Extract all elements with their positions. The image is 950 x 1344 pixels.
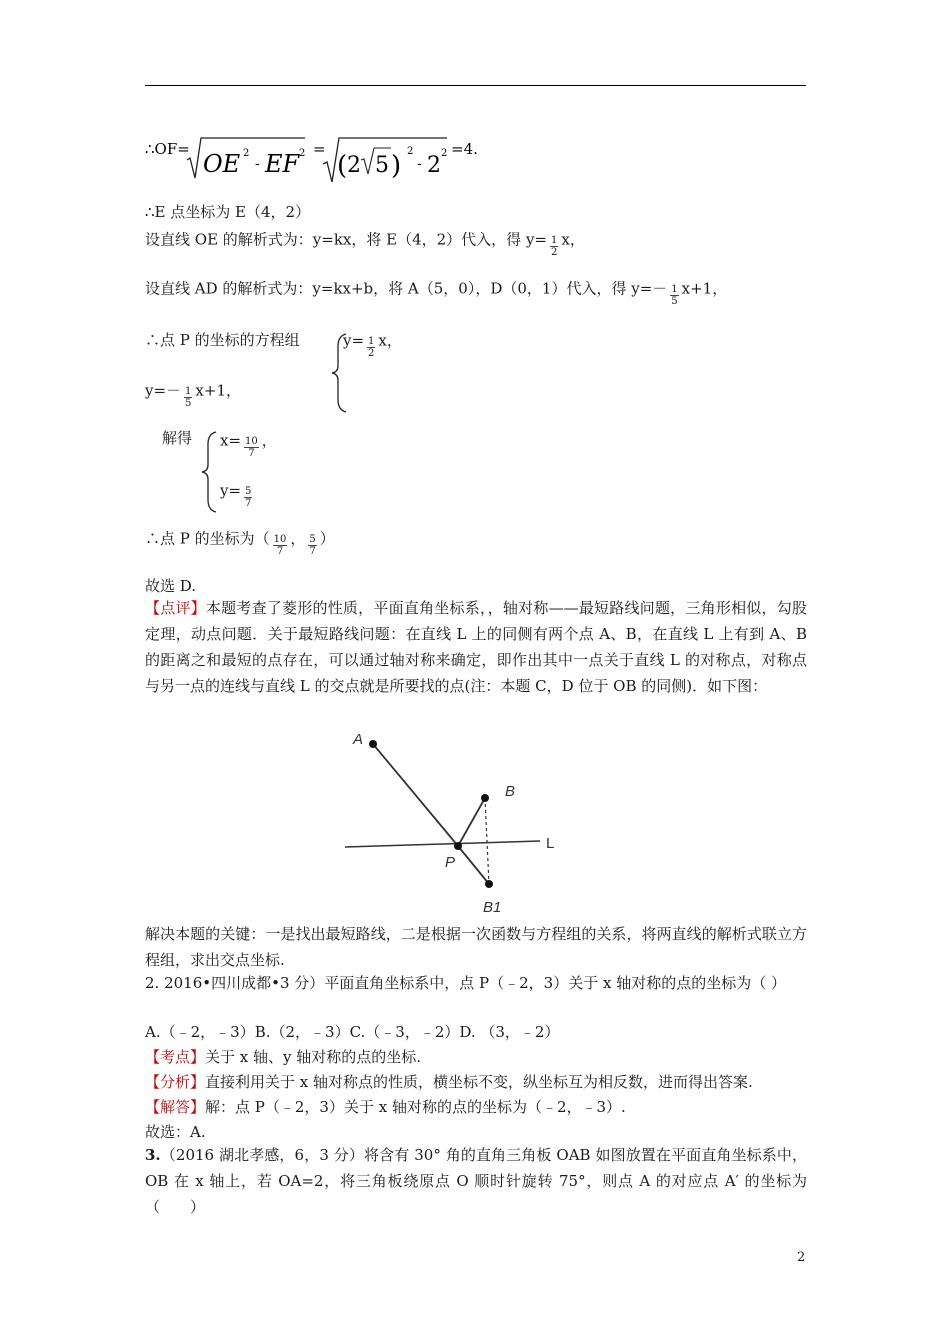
x-pre: x= (220, 431, 242, 450)
header-rule (145, 85, 806, 86)
label-b1: B1 (483, 899, 502, 916)
five-radicand: 5 (375, 153, 389, 178)
of-prefix: ∴OF= (145, 140, 190, 158)
frac-num: 1 (368, 336, 375, 347)
frac-den: 2 (551, 247, 558, 258)
frac-den: 7 (248, 448, 255, 459)
x-tail: ， (261, 431, 277, 450)
kaodian-tag: 【考点】 (145, 1048, 206, 1066)
frac-den: 7 (309, 546, 316, 557)
fenxi-tag: 【分析】 (145, 1073, 206, 1091)
q2-kaodian (145, 1047, 421, 1067)
key-paragraph: 解决本题的关键：一是找出最短路线，二是根据一次函数与方程组的关系，将两直线的解析式联立方程组，求出交点坐标. (145, 925, 807, 969)
ad-equation-tail: x+1， (681, 279, 728, 298)
q3-paragraph (145, 1142, 807, 1220)
label-l: L (546, 835, 555, 852)
eq-mid: = (313, 140, 326, 158)
paren-open: ( (337, 151, 348, 181)
eq1-tail: x， (378, 331, 402, 350)
q2-fenxi (145, 1072, 753, 1092)
review-tag: 【点评】 (145, 599, 206, 617)
q3-number: 3. (145, 1146, 161, 1164)
of-equation (145, 134, 605, 184)
label-a: A (353, 731, 364, 748)
solve-y (220, 480, 255, 509)
frac-num: 1 (185, 386, 192, 397)
minus-2: - (417, 156, 422, 172)
q2-jieda (145, 1097, 626, 1117)
oe-equation-line (145, 229, 585, 258)
eq2-pre: y=－ (145, 381, 182, 400)
review-text: 本题考查了菱形的性质，平面直角坐标系，，轴对称——最短路线问题，三角形相似，勾股定理，动点问题．关于最短路线问题：在直线 L 上的同侧有两个点 A、B，在直线 L 上有到 A、B 的距离之和最短的点存在，可以通过轴对称来确定，即作出其中一点关于直线 L 的对称点，对称点与另一点的连线与直线 L 的交点就是所要找的点(注：本题 C，D 位于 OB 的同侧)．如下图： (145, 599, 807, 695)
system-eq2 (145, 380, 241, 409)
oe-equation-text: 设直线 OE 的解析式为：y=kx，将 E（4，2）代入，得 y= (145, 230, 547, 249)
jieda-text: 解：点 P（﹣2，3）关于 x 轴对称的点的坐标为（﹣2，﹣3）. (205, 1098, 626, 1116)
jieda-tag: 【解答】 (145, 1098, 206, 1116)
frac-num: 1 (671, 284, 678, 295)
sup-2d: 2 (441, 148, 448, 159)
two-coef: 2 (347, 153, 361, 178)
frac-den: 5 (671, 296, 678, 307)
y-pre: y= (220, 481, 242, 500)
frac-num: 5 (245, 486, 252, 497)
system-label: ∴点 P 的坐标的方程组 (145, 331, 300, 349)
eq1-pre: y= (343, 331, 365, 350)
ad-equation-line (145, 278, 728, 307)
p-frac-2 (308, 534, 316, 557)
ad-equation-text: 设直线 AD 的解析式为：y=kx+b，将 A（5，0），D（0，1）代入，得 y=－ (145, 279, 668, 298)
of-equation-svg (145, 134, 605, 184)
p-sep: ， (290, 529, 306, 548)
eq2-tail: x+1， (195, 381, 241, 400)
sup-2c: 2 (407, 146, 414, 157)
solve-x (220, 430, 277, 459)
point-p (454, 842, 462, 850)
frac-num: 10 (245, 436, 258, 447)
fenxi-text: 直接利用关于 x 轴对称点的性质，横坐标不变，纵坐标互为相反数，进而得出答案. (205, 1073, 753, 1091)
oe-equation-tail: x， (561, 230, 585, 249)
point-b1 (485, 880, 493, 888)
y-fraction (244, 486, 252, 509)
frac-num: 1 (551, 235, 558, 246)
choose-d: 故选 D. (145, 577, 197, 595)
eq1-fraction (367, 336, 375, 359)
sup-2a: 2 (243, 148, 250, 159)
e-coordinate-line: ∴E 点坐标为 E（4，2） (145, 203, 311, 221)
frac-den: 7 (245, 498, 252, 509)
point-a (369, 740, 377, 748)
label-b: B (505, 783, 516, 800)
system-eq1 (343, 330, 402, 359)
frac-den: 7 (276, 546, 284, 557)
paren-close: ) (391, 151, 402, 181)
ef-label: EF (265, 150, 300, 178)
frac-num: 10 (273, 534, 287, 545)
segment-bb1-dashed (485, 798, 489, 884)
label-p: P (445, 854, 456, 871)
p-coordinate-line (145, 528, 335, 557)
x-fraction (244, 436, 259, 459)
sup-2b: 2 (299, 148, 306, 159)
eq2-fraction (184, 386, 192, 409)
p-frac-1 (273, 534, 288, 557)
fraction-one-fifth (670, 284, 678, 307)
frac-num: 5 (309, 534, 316, 545)
of-suffix: =4. (451, 140, 478, 158)
p-pre: ∴点 P 的坐标为（ (145, 529, 270, 548)
segment-pb1 (458, 846, 489, 884)
segment-pb (458, 798, 485, 846)
q2-options: A.（﹣2，﹣3）B.（2，﹣3）C.（﹣3，﹣2）D. （3，﹣2） (145, 1023, 560, 1041)
solve-brace (200, 430, 220, 514)
page-number: 2 (797, 1250, 806, 1265)
oe-label: OE (203, 150, 241, 178)
kaodian-text: 关于 x 轴、y 轴对称的点的坐标. (205, 1048, 422, 1066)
segment-ap (373, 744, 458, 846)
fraction-one-half (550, 235, 558, 258)
point-b (481, 794, 489, 802)
minus-1: - (255, 156, 260, 172)
q3-text: （2016 湖北孝感，6，3 分）将含有 30° 角的直角三角板 OAB 如图放置在平面直角坐标系中，OB 在 x 轴上，若 OA=2，将三角板绕原点 O 顺时针旋转 75°，则点 A 的对应点 A′ 的坐标为（ ） (145, 1146, 807, 1216)
q2-choose: 故选：A. (145, 1123, 206, 1141)
two-base: 2 (427, 153, 441, 178)
shortest-path-figure (335, 722, 575, 920)
frac-den: 2 (368, 348, 375, 359)
frac-den: 5 (185, 398, 192, 409)
line-l (345, 841, 540, 847)
review-paragraph (145, 595, 807, 699)
p-post: ） (319, 529, 335, 548)
solve-label: 解得 (162, 429, 193, 447)
q2-stem: 2. 2016•四川成都•3 分）平面直角坐标系中，点 P（﹣2，3）关于 x 轴对称的点的坐标为（ ） (145, 974, 786, 992)
